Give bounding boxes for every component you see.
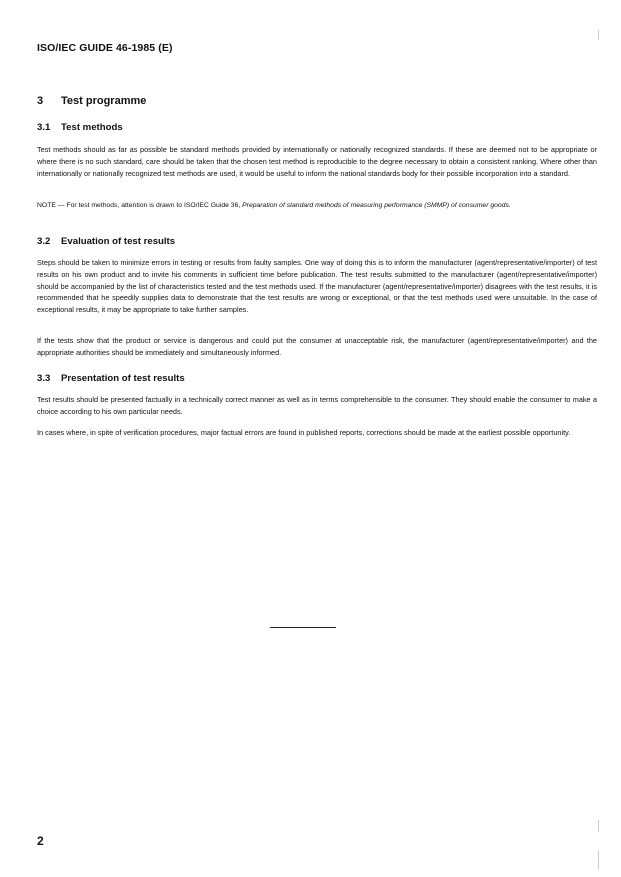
subsection-title: Evaluation of test results [61,236,176,247]
note-text: NOTE — For test methods, attention is drawn to ISO/IEC Guide 36, [37,202,241,209]
scan-edge-mark [598,850,599,870]
note-reference-title: Preparation of standard methods of measuring performance (SMMP) of consumer goods. [242,202,511,209]
test-methods-note [37,200,597,211]
section-3-heading [37,95,146,107]
scan-edge-mark [598,30,599,40]
subsection-title: Presentation of test results [61,373,185,384]
section-3-3-heading [37,373,185,384]
scan-edge-mark [598,820,599,832]
subsection-title: Test methods [61,122,123,133]
section-3-2-heading [37,236,175,247]
subsection-number: 3.2 [37,236,51,247]
subsection-number: 3.1 [37,122,51,133]
section-number: 3 [37,95,44,107]
section-3-1-heading [37,122,123,133]
document-header: ISO/IEC GUIDE 46-1985 (E) [37,42,173,54]
section-end-rule [270,627,336,628]
subsection-number: 3.3 [37,373,51,384]
evaluation-paragraph-1: Steps should be taken to minimize errors in testing or results from faulty samples. One way of doing this is to inform the manufacturer (agent/representative/importer) of test results on his own product and to invite his comments in sufficient time before publication. The test results submitted to the manufacturer (agent/representative/importer) should be accompanied by the list of characteristics tested and the test methods used. If the manufacturer (agent/representative/importer) disagrees with the test results, it is recommended that he speedily supplies data to demonstrate that the test results are wrong or exceptional, or that the test methods used were unsuitable. In the case of exceptional results, it may be appropriate to take further samples. [37,258,597,315]
section-title: Test programme [61,95,147,107]
page-number: 2 [37,834,44,848]
presentation-paragraph-1: Test results should be presented factually in a technically correct manner as well as in terms comprehensible to the consumer. They should enable the consumer to make a choice according to his own particular needs. [37,395,597,416]
presentation-paragraph-2: In cases where, in spite of verification procedures, major factual errors are found in published reports, corrections should be made at the earliest possible opportunity. [37,428,571,437]
test-methods-paragraph: Test methods should as far as possible be standard methods provided by internationally or nationally recognized standards. If these are deemed not to be appropriate or where there is no such standard, care should be taken that the chosen test method is reproducible to the degree necessary to obtain a consistent ranking. Where other than internationally or nationally recognized test methods are used, it would be useful to inform the national standards body for their possible incorporation into a standard. [37,145,597,178]
evaluation-paragraph-2: If the tests show that the product or service is dangerous and could put the consumer at unacceptable risk, the manufacturer (agent/representative/importer) and the appropriate authorities should be immediately and simultaneously informed. [37,336,597,357]
